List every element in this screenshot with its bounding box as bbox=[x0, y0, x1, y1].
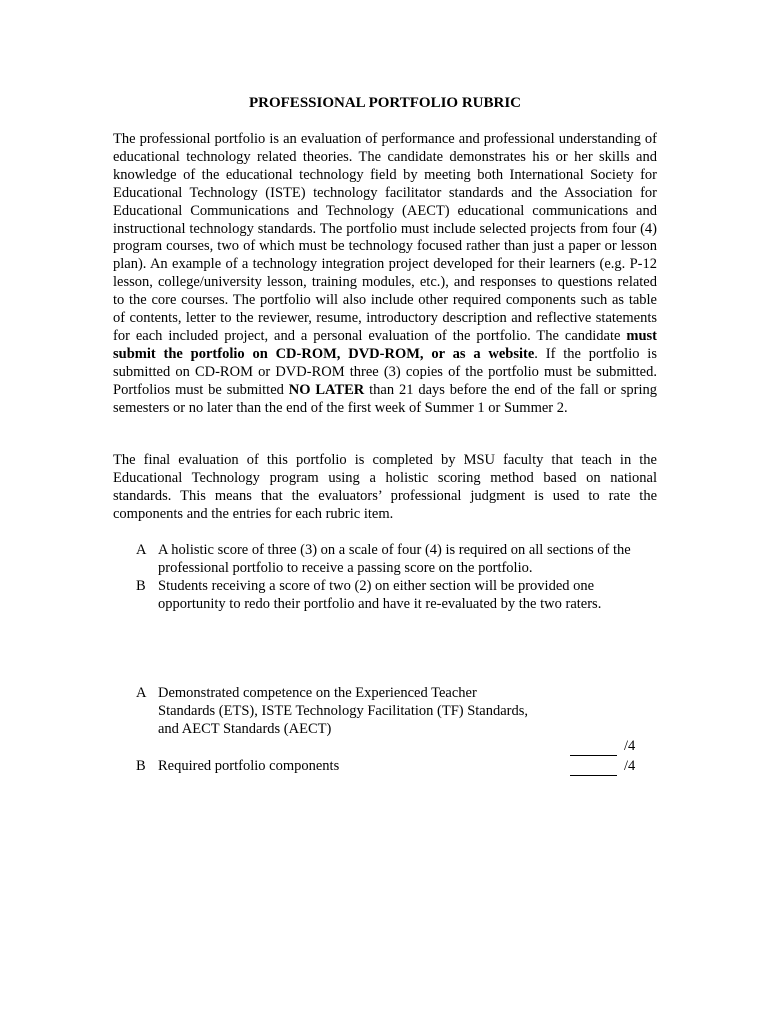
score-field-b bbox=[570, 758, 660, 776]
document-title: PROFESSIONAL PORTFOLIO RUBRIC bbox=[248, 95, 521, 111]
score-max: /4 bbox=[624, 738, 636, 754]
intro-text-part1: The professional portfolio is an evaluation of performance and professional understanding of educational technology related theories. The candidate demonstrates his or her skills and knowledge of the educational technology field by meeting both International Society for Educational Technology (ISTE) technology facilitator standards and the Association for Educational Communications and Technology (AECT) educational communications and instructional technology standards. The portfolio must include selected projects from four (4) program courses, two of which must be technology focused rather than just a paper or lesson plan). An example of a technology integration project developed for their learners (e.g. P-12 lesson, college/university lesson, training modules, etc.), and responses to questions related to the core courses. The portfolio will also include other required components such as table of contents, letter to the reviewer, resume, introductory description and reflective statements for each included project, and a personal evaluation of the portfolio. The candidate bbox=[113, 131, 657, 344]
score-field-a bbox=[570, 738, 660, 756]
item-letter: B bbox=[136, 577, 146, 594]
item-text: Demonstrated competence on the Experienced Teacher Standards (ETS), ISTE Technology Facilitation (TF) Standards, and AECT Standards (AECT) bbox=[158, 685, 529, 737]
list-item bbox=[136, 578, 660, 614]
evaluation-paragraph: The final evaluation of this portfolio is completed by MSU faculty that teach in the Educational Technology program using a holistic scoring method based on national standards. This means that the evaluators’ professional judgment is used to rate the components and the entries for each rubric item. bbox=[113, 452, 657, 522]
intro-paragraph bbox=[113, 131, 657, 418]
intro-text-part3: than 21 days before the end of the fall or spring semesters or no later than the end of the first week of Summer 1 or Summer 2. bbox=[113, 381, 657, 416]
item-text: Students receiving a score of two (2) on either section will be provided one opportunity to redo their portfolio and have it re-evaluated by the two raters. bbox=[158, 577, 602, 612]
score-blank-line[interactable] bbox=[570, 763, 617, 776]
item-letter: A bbox=[136, 542, 147, 558]
item-text: A holistic score of three (3) on a scale of four (4) is required on all sections of the professional portfolio to receive a passing score on the portfolio. bbox=[158, 542, 631, 576]
list-item bbox=[136, 542, 660, 578]
intro-bold-deadline: NO LATER bbox=[288, 381, 365, 398]
item-letter: A bbox=[136, 685, 147, 701]
intro-text-part2: . If the portfolio is submitted on CD-ROM or DVD-ROM three (3) copies of the portfolio must be submitted. Portfolios must be submitted bbox=[113, 345, 657, 398]
item-letter: B bbox=[136, 757, 146, 774]
item-text: Required portfolio components bbox=[158, 757, 340, 774]
list-item bbox=[136, 685, 536, 739]
scoring-notes-list bbox=[136, 542, 660, 614]
score-max: /4 bbox=[624, 758, 636, 774]
intro-bold-submission: must submit the portfolio on CD-ROM, DVD-ROM, or as a website bbox=[113, 327, 657, 362]
score-blank-line[interactable] bbox=[570, 743, 617, 756]
